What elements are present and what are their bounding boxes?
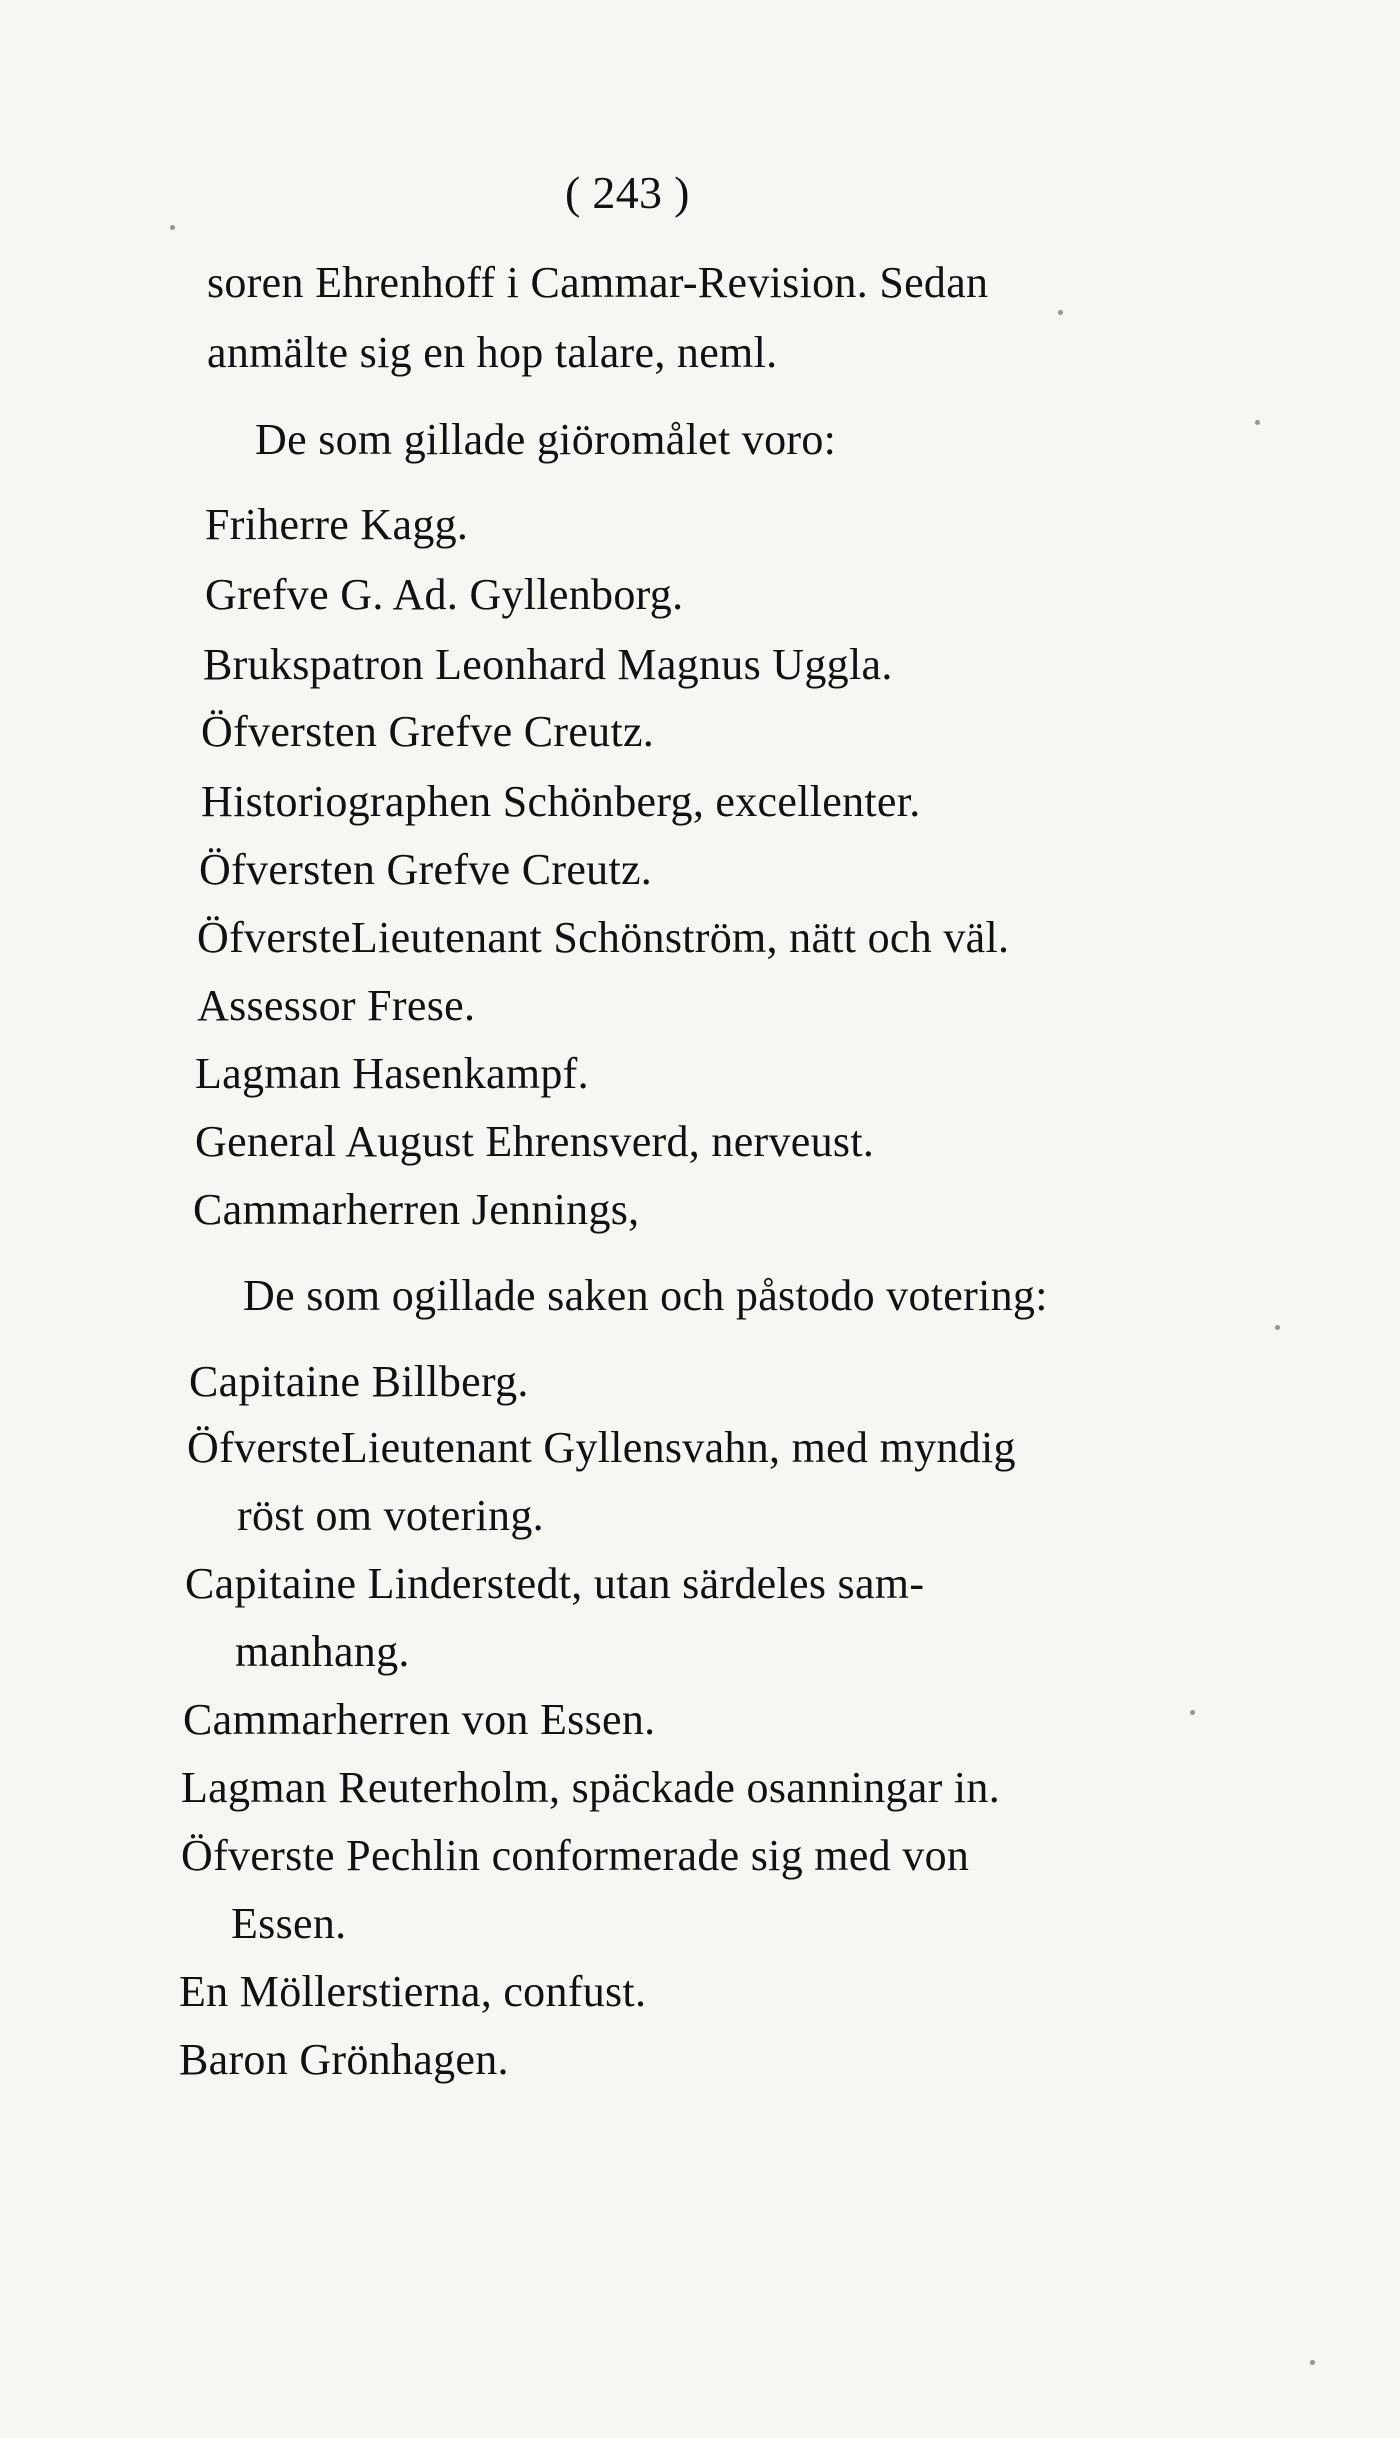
list-item: Capitaine Linderstedt, utan särdeles sam- xyxy=(185,1559,925,1608)
list-item: Baron Grönhagen. xyxy=(179,2035,509,2084)
list-item: En Möllerstierna, confust. xyxy=(179,1967,647,2016)
list-item: Öfversten Grefve Creutz. xyxy=(199,845,653,894)
list-item: Öfversten Grefve Creutz. xyxy=(201,707,655,756)
list-item: Cammarherren Jennings, xyxy=(193,1185,640,1234)
list-item: Grefve G. Ad. Gyllenborg. xyxy=(205,570,684,619)
scan-speck xyxy=(1255,420,1260,425)
list-item: ÖfversteLieutenant Schönström, nätt och väl. xyxy=(197,913,1010,962)
scan-speck xyxy=(1310,2360,1315,2365)
page-number-header: ( 243 ) xyxy=(565,167,690,218)
list-item: Historiographen Schönberg, excellenter. xyxy=(201,777,921,826)
text-line: anmälte sig en hop talare, neml. xyxy=(207,328,778,377)
list-item: Lagman Reuterholm, späckade osanningar in. xyxy=(181,1763,1001,1812)
section-heading: De som gillade giöromålet voro: xyxy=(255,415,837,464)
list-item-continuation: röst om votering. xyxy=(237,1491,544,1540)
scan-speck xyxy=(1275,1325,1280,1330)
list-item-continuation: manhang. xyxy=(235,1627,410,1676)
list-item: Capitaine Billberg. xyxy=(189,1357,529,1406)
list-item: Brukspatron Leonhard Magnus Uggla. xyxy=(203,640,893,689)
scan-speck xyxy=(1058,310,1063,315)
list-item-continuation: Essen. xyxy=(231,1899,347,1948)
list-item: Lagman Hasenkampf. xyxy=(195,1049,589,1098)
list-item: Öfverste Pechlin conformerade sig med von xyxy=(181,1831,970,1880)
list-item: Assessor Frese. xyxy=(197,981,476,1030)
scan-speck xyxy=(170,225,175,230)
list-item: ÖfversteLieutenant Gyllensvahn, med myndig xyxy=(187,1423,1016,1472)
text-line: soren Ehrenhoff i Cammar-Revision. Sedan xyxy=(207,258,989,307)
scan-speck xyxy=(1190,1710,1195,1715)
list-item: General August Ehrensverd, nerveust. xyxy=(195,1117,875,1166)
list-item: Cammarherren von Essen. xyxy=(183,1695,656,1744)
list-item: Friherre Kagg. xyxy=(205,500,469,549)
section-heading: De som ogillade saken och påstodo votering: xyxy=(243,1271,1048,1320)
